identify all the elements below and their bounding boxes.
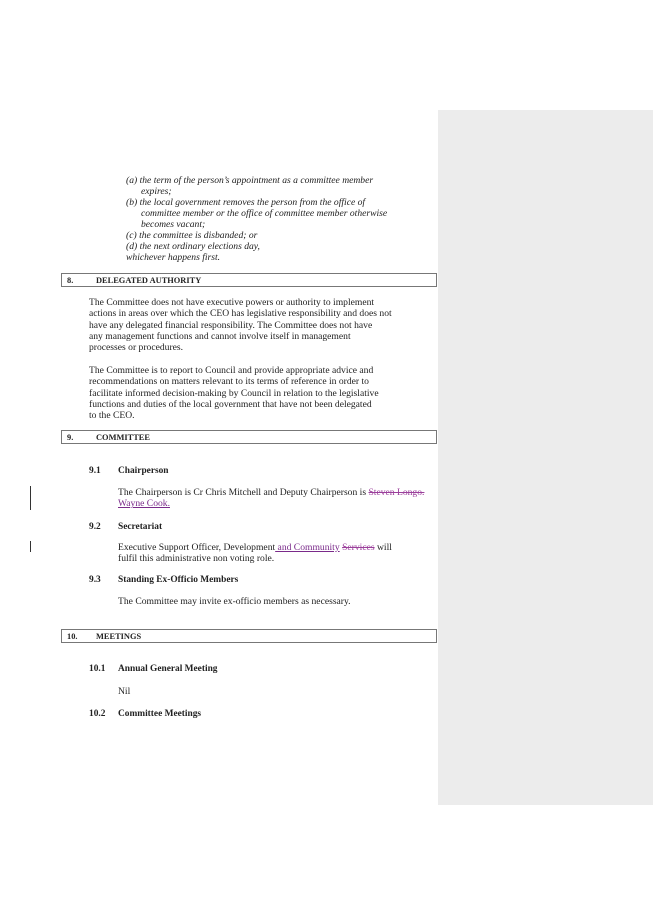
section-title: MEETINGS: [96, 632, 142, 641]
tracked-deletion: Services: [342, 542, 375, 553]
paragraph: The Committee may invite ex-officio members as necessary.: [118, 596, 351, 607]
paragraph: Nil: [118, 686, 131, 697]
paragraph: The Committee is to report to Council and provide appropriate advice and recommendations on matters relevant to its terms of reference in order to facilitate informed decision-making by Council in relation to the legislative functions and duties of the local government that have not been delegated to the CEO.: [89, 365, 379, 422]
section-heading-8: [61, 273, 437, 287]
list-item: (d) the next ordinary elections day,: [126, 241, 260, 252]
section-title: DELEGATED AUTHORITY: [96, 276, 202, 285]
paragraph: The Committee does not have executive powers or authority to implement actions in areas over which the CEO has legislative responsibility and does not have any delegated financial responsibility. The Committee does not have any management functions and cannot involve itself in management processes or procedures.: [89, 297, 392, 354]
comment-margin-pane: [438, 110, 653, 805]
subsection-title: Annual General Meeting: [118, 664, 218, 674]
section-number: 10.: [67, 632, 78, 641]
subsection-number: 10.2: [89, 709, 106, 719]
tracked-deletion: Steven Longo.: [368, 487, 425, 498]
subsection-title: Chairperson: [118, 466, 169, 476]
tracked-insertion: and Community: [275, 542, 340, 553]
subsection-number: 10.1: [89, 664, 106, 674]
list-item: (c) the committee is disbanded; or: [126, 230, 258, 241]
change-bar: [30, 541, 31, 552]
section-number: 8.: [67, 276, 74, 285]
subsection-title: Standing Ex-Officio Members: [118, 575, 239, 585]
subsection-number: 9.1: [89, 466, 101, 476]
section-heading-9: [61, 430, 437, 444]
list-item-continuation: becomes vacant;: [141, 219, 206, 230]
paragraph: Executive Support Officer, Development and Community Services will fulfil this administrative non voting role.: [118, 542, 392, 565]
list-item: (a) the term of the person’s appointment as a committee member: [126, 175, 374, 186]
list-item-continuation: expires;: [141, 186, 172, 197]
list-item: (b) the local government removes the person from the office of: [126, 197, 366, 208]
subsection-number: 9.3: [89, 575, 101, 585]
list-closing: whichever happens first.: [126, 252, 221, 263]
subsection-number: 9.2: [89, 522, 101, 532]
subsection-title: Secretariat: [118, 522, 163, 532]
section-heading-10: [61, 629, 437, 643]
subsection-title: Committee Meetings: [118, 709, 202, 719]
section-number: 9.: [67, 433, 74, 442]
tracked-insertion: Wayne Cook.: [118, 498, 170, 510]
paragraph: The Chairperson is Cr Chris Mitchell and Deputy Chairperson is Steven Longo. Wayne Cook.: [118, 487, 425, 510]
list-item-continuation: committee member or the office of committee member otherwise: [141, 208, 388, 219]
change-bar: [30, 486, 31, 510]
section-title: COMMITTEE: [96, 433, 150, 442]
